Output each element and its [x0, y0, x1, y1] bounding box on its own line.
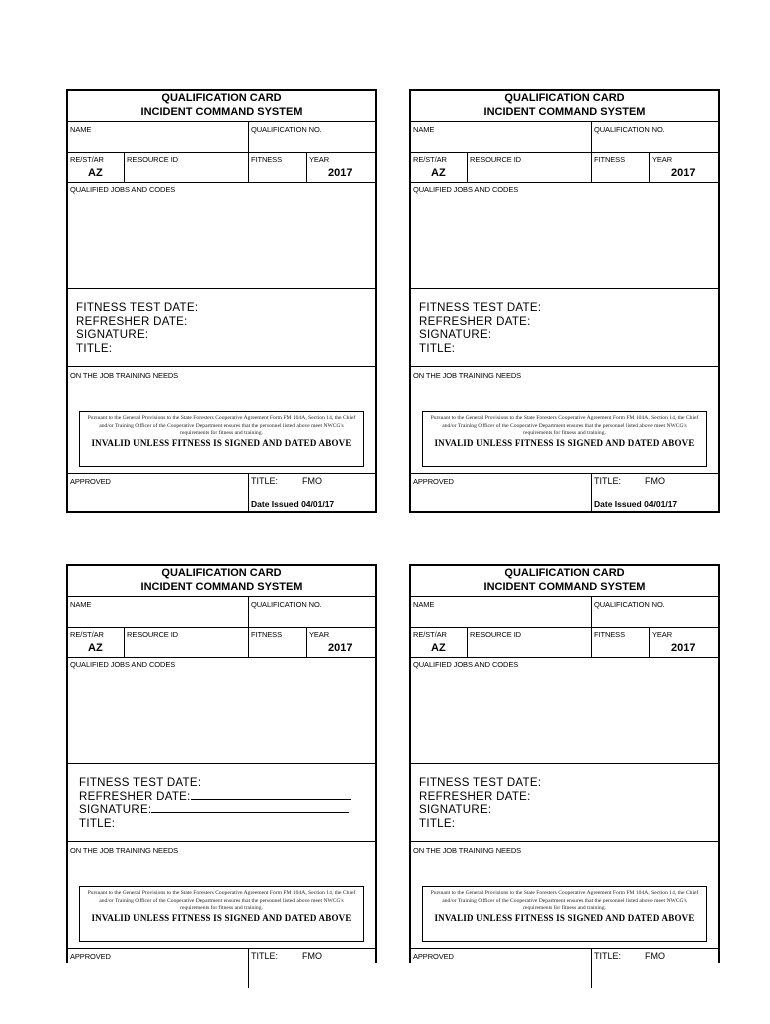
refresher-date-label: REFRESHER DATE: [419, 790, 531, 803]
name-label: NAME [413, 600, 435, 609]
card-title-line1: QUALIFICATION CARD [504, 92, 625, 104]
card-title [68, 91, 375, 121]
ojt-needs-label: ON THE JOB TRAINING NEEDS [413, 371, 522, 380]
card-title [411, 91, 718, 121]
resource-id-label: RESOURCE ID [470, 155, 521, 164]
year-value: 2017 [328, 642, 353, 654]
re-st-ar-label: RE/ST/AR [413, 155, 447, 164]
year-label: YEAR [309, 630, 330, 639]
fitness-info-block [76, 302, 198, 356]
card-title [68, 566, 375, 596]
notice-box [422, 411, 707, 467]
year-label: YEAR [652, 630, 673, 639]
title-field-label: TITLE: [419, 342, 456, 355]
card-title-line1: QUALIFICATION CARD [161, 92, 282, 104]
card-title-line1: QUALIFICATION CARD [161, 567, 282, 579]
card-title-line2: INCIDENT COMMAND SYSTEM [140, 581, 303, 593]
qualification-no-label: QUALIFICATION NO. [594, 125, 665, 134]
title-field-label: TITLE: [76, 342, 113, 355]
approved-label: APPROVED [413, 952, 454, 961]
approved-label: APPROVED [70, 952, 111, 961]
qualified-jobs-label: QUALIFIED JOBS AND CODES [413, 185, 519, 194]
refresher-date-label: REFRESHER DATE: [419, 315, 531, 328]
notice-box [422, 886, 707, 942]
title-label: TITLE: [594, 951, 622, 961]
notice-box [79, 886, 364, 942]
year-value: 2017 [671, 167, 696, 179]
year-label: YEAR [309, 155, 330, 164]
qualification-card-2 [409, 89, 720, 513]
title-value: FMO [645, 476, 665, 486]
qualification-card-4 [409, 564, 720, 963]
fitness-test-date-label: FITNESS TEST DATE: [419, 302, 542, 314]
qualification-no-label: QUALIFICATION NO. [251, 600, 322, 609]
title-label: TITLE: [251, 951, 279, 961]
qualified-jobs-label: QUALIFIED JOBS AND CODES [70, 185, 176, 194]
re-st-ar-value: AZ [88, 642, 103, 654]
card-title [411, 566, 718, 596]
signature-label: SIGNATURE: [79, 804, 152, 816]
refresher-date-line [191, 791, 351, 800]
fitness-label: FITNESS [594, 630, 625, 639]
ojt-needs-label: ON THE JOB TRAINING NEEDS [70, 846, 179, 855]
card-title-line1: QUALIFICATION CARD [504, 567, 625, 579]
fitness-label: FITNESS [251, 630, 282, 639]
card-title-line2: INCIDENT COMMAND SYSTEM [140, 106, 303, 118]
signature-label: SIGNATURE: [419, 804, 492, 816]
re-st-ar-label: RE/ST/AR [413, 630, 447, 639]
signature-line [151, 804, 349, 813]
notice-text: Pursuant to the General Provisions to the State Foresters Cooperative Agreement Form FM 104A, Section 14, the Chief and/or Training Officer of the Cooperative Department ensures that the personnel listed above meet NWCG's requirements for fitness and training. [87, 415, 356, 436]
fitness-info-block [79, 777, 351, 831]
title-value: FMO [302, 951, 322, 961]
resource-id-label: RESOURCE ID [127, 630, 178, 639]
title-value: FMO [302, 476, 322, 486]
qualification-no-label: QUALIFICATION NO. [251, 125, 322, 134]
fitness-label: FITNESS [594, 155, 625, 164]
notice-text: Pursuant to the General Provisions to the State Foresters Cooperative Agreement Form FM 104A, Section 14, the Chief and/or Training Officer of the Cooperative Department ensures that the personnel listed above meet NWCG's requirements for fitness and training. [430, 890, 699, 911]
fitness-info-block [419, 302, 541, 356]
year-value: 2017 [328, 167, 353, 179]
re-st-ar-value: AZ [431, 642, 446, 654]
notice-text: Pursuant to the General Provisions to the State Foresters Cooperative Agreement Form FM 104A, Section 14, the Chief and/or Training Officer of the Cooperative Department ensures that the personnel listed above meet NWCG's requirements for fitness and training. [430, 415, 699, 436]
fitness-test-date-label: FITNESS TEST DATE: [79, 777, 202, 789]
notice-box [79, 411, 364, 467]
year-value: 2017 [671, 642, 696, 654]
signature-label: SIGNATURE: [76, 329, 149, 341]
title-field-label: TITLE: [79, 817, 116, 830]
qualification-no-label: QUALIFICATION NO. [594, 600, 665, 609]
notice-warning: INVALID UNLESS FITNESS IS SIGNED AND DATED ABOVE [434, 912, 695, 923]
title-label: TITLE: [251, 476, 279, 486]
re-st-ar-label: RE/ST/AR [70, 155, 104, 164]
qualified-jobs-label: QUALIFIED JOBS AND CODES [413, 660, 519, 669]
date-issued: Date Issued 04/01/17 [594, 499, 678, 509]
notice-text: Pursuant to the General Provisions to the State Foresters Cooperative Agreement Form FM 104A, Section 14, the Chief and/or Training Officer of the Cooperative Department ensures that the personnel listed above meet NWCG's requirements for fitness and training. [87, 890, 356, 911]
name-label: NAME [413, 125, 435, 134]
ojt-needs-label: ON THE JOB TRAINING NEEDS [70, 371, 179, 380]
card-title-line2: INCIDENT COMMAND SYSTEM [483, 106, 646, 118]
date-issued: Date Issued 04/01/17 [251, 499, 335, 509]
card-title-line2: INCIDENT COMMAND SYSTEM [483, 581, 646, 593]
resource-id-label: RESOURCE ID [127, 155, 178, 164]
qualification-card-3 [66, 564, 377, 963]
qualification-card-1 [66, 89, 377, 513]
approved-label: APPROVED [413, 477, 454, 486]
re-st-ar-value: AZ [431, 167, 446, 179]
notice-warning: INVALID UNLESS FITNESS IS SIGNED AND DATED ABOVE [91, 437, 352, 448]
title-value: FMO [645, 951, 665, 961]
resource-id-label: RESOURCE ID [470, 630, 521, 639]
year-label: YEAR [652, 155, 673, 164]
re-st-ar-label: RE/ST/AR [70, 630, 104, 639]
ojt-needs-label: ON THE JOB TRAINING NEEDS [413, 846, 522, 855]
fitness-info-block [419, 777, 541, 831]
name-label: NAME [70, 600, 92, 609]
signature-label: SIGNATURE: [419, 329, 492, 341]
approved-label: APPROVED [70, 477, 111, 486]
fitness-test-date-label: FITNESS TEST DATE: [419, 777, 542, 789]
refresher-date-label: REFRESHER DATE: [76, 315, 188, 328]
title-label: TITLE: [594, 476, 622, 486]
refresher-date-label: REFRESHER DATE: [79, 790, 191, 803]
re-st-ar-value: AZ [88, 167, 103, 179]
qualified-jobs-label: QUALIFIED JOBS AND CODES [70, 660, 176, 669]
title-field-label: TITLE: [419, 817, 456, 830]
notice-warning: INVALID UNLESS FITNESS IS SIGNED AND DATED ABOVE [434, 437, 695, 448]
fitness-label: FITNESS [251, 155, 282, 164]
name-label: NAME [70, 125, 92, 134]
notice-warning: INVALID UNLESS FITNESS IS SIGNED AND DATED ABOVE [91, 912, 352, 923]
fitness-test-date-label: FITNESS TEST DATE: [76, 302, 199, 314]
